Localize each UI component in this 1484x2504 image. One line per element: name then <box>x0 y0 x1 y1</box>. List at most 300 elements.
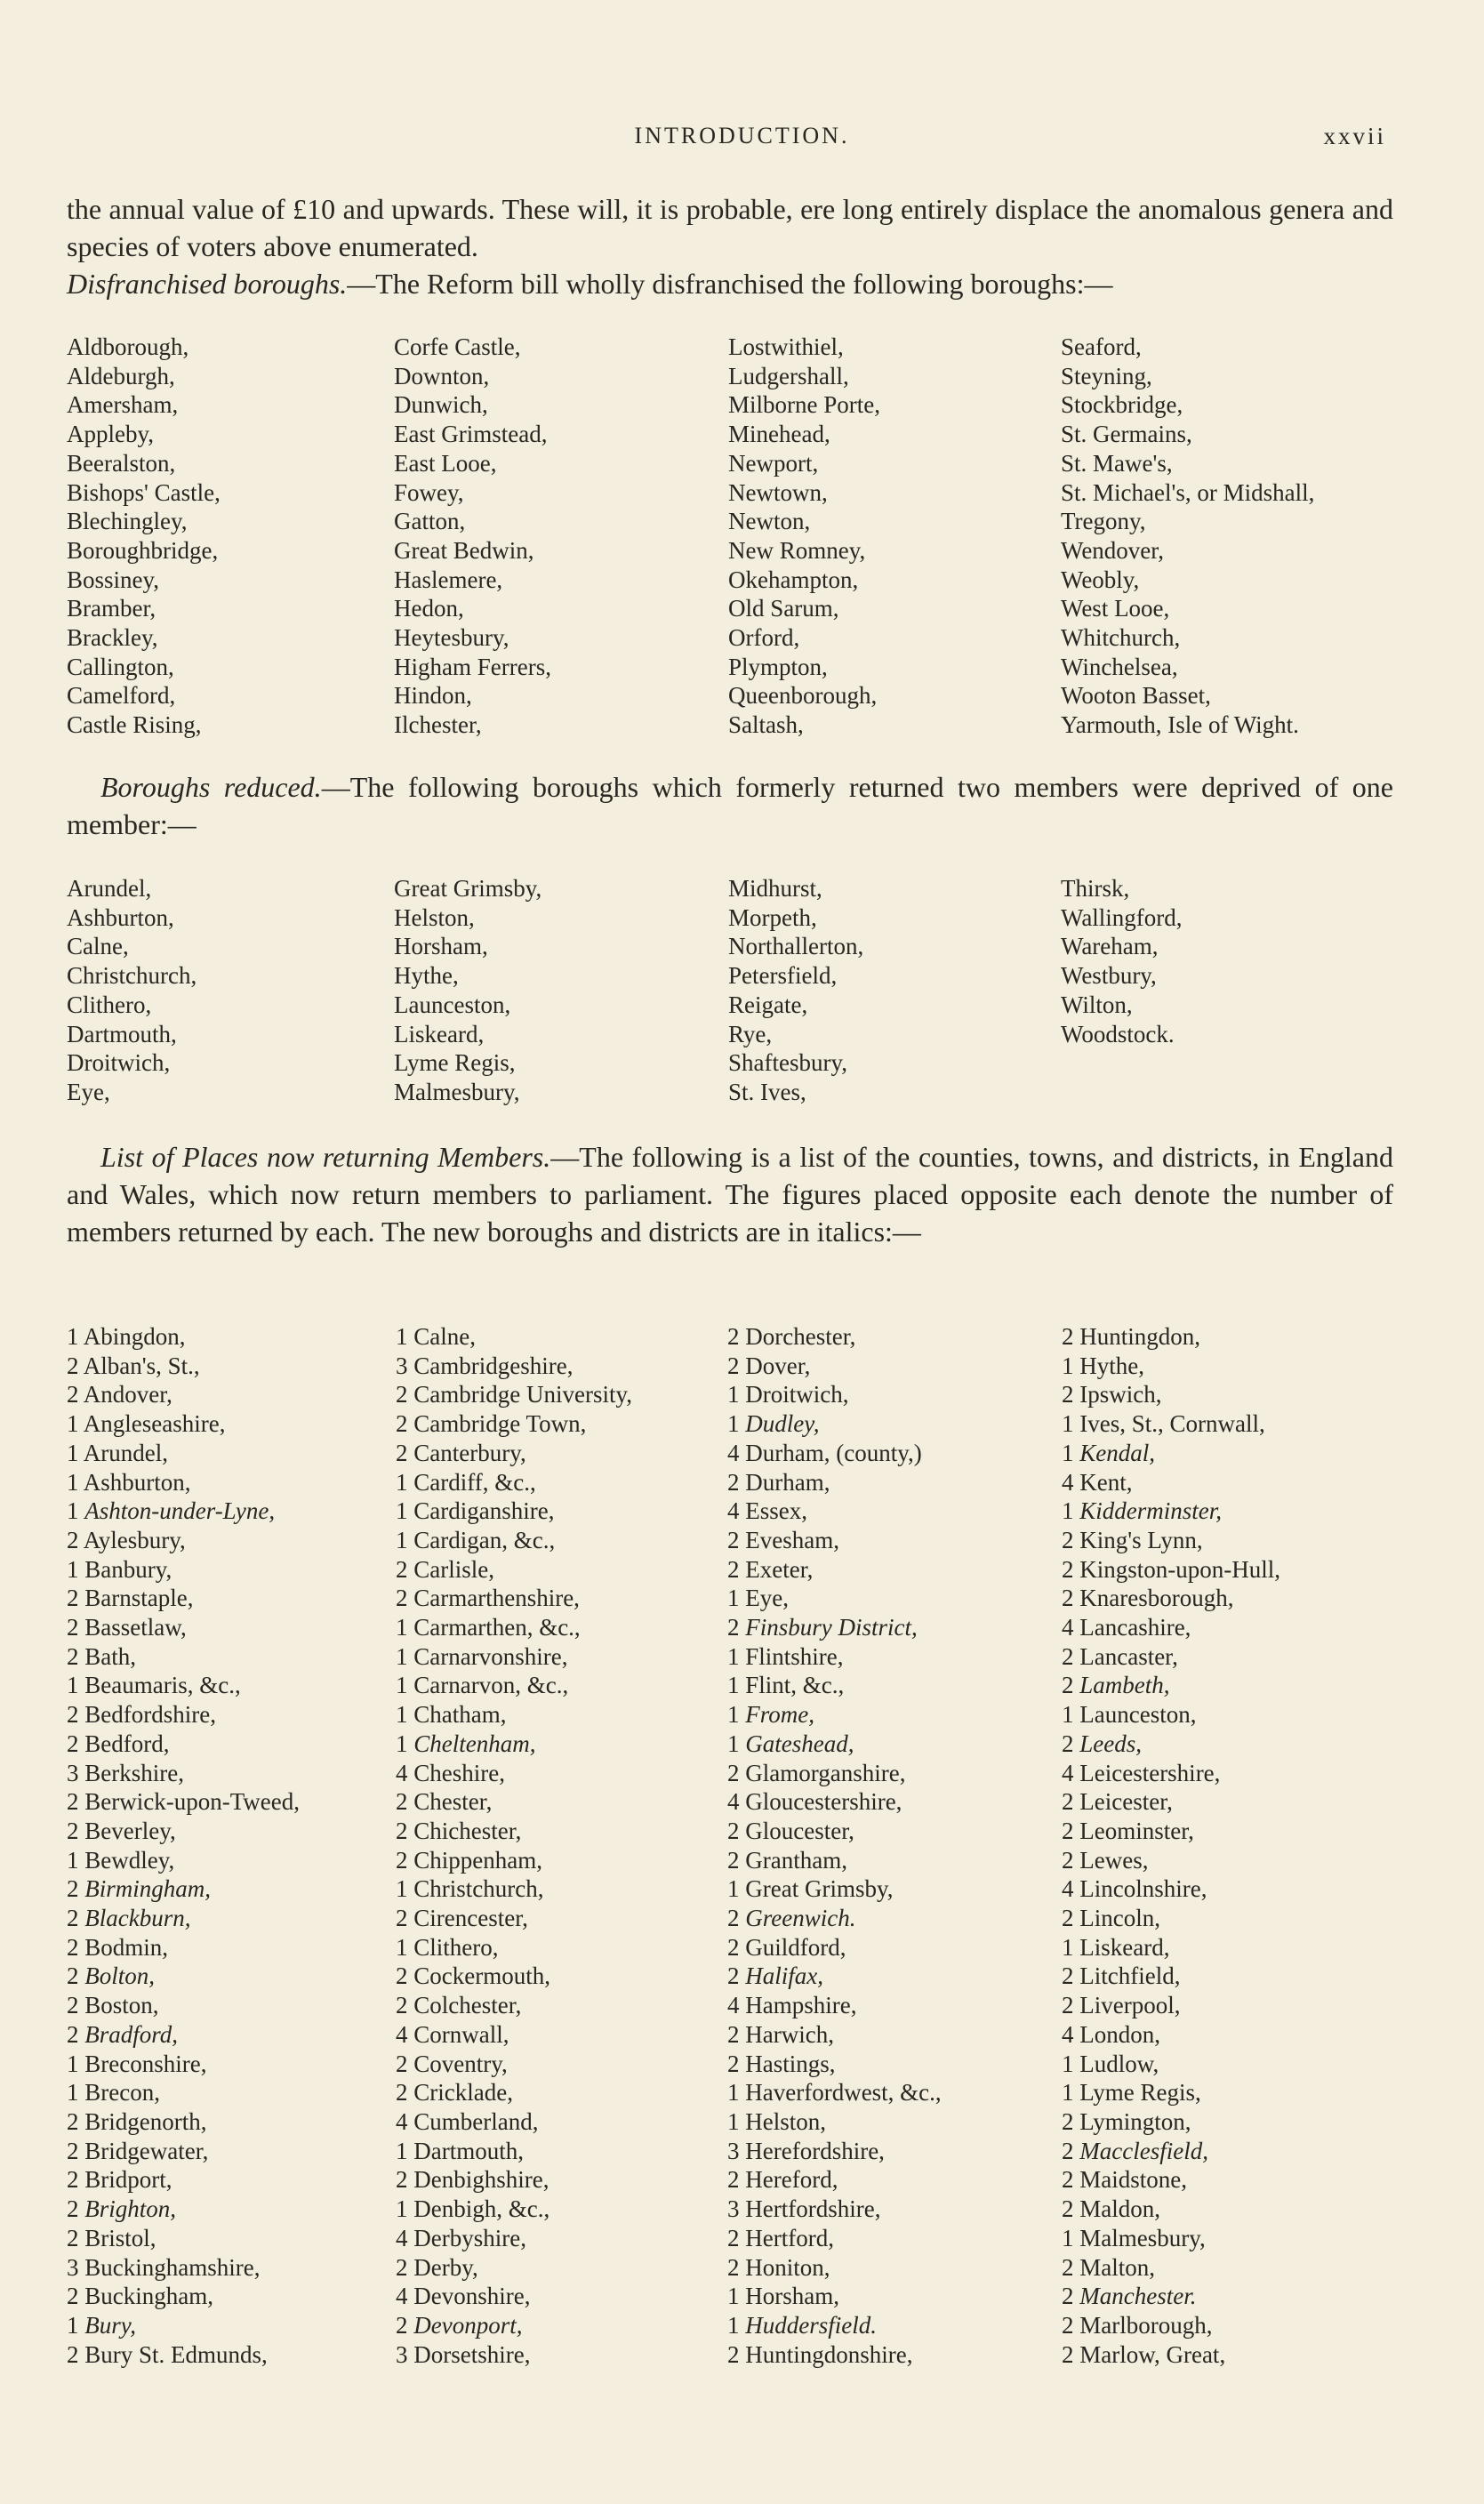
place-name: Hertford, <box>745 2224 834 2251</box>
reduced-borough: Woodstock. <box>1061 1020 1175 1047</box>
disfranchised-borough: Haslemere, <box>394 566 503 593</box>
member-count: 1 <box>67 1468 79 1496</box>
place-entry <box>1062 1497 1395 1526</box>
reduced-borough: Eye, <box>67 1078 110 1105</box>
reduced-borough: Helston, <box>394 903 475 931</box>
page-number: xxvii <box>1323 123 1386 149</box>
place-entry <box>727 1700 1062 1730</box>
reduced-borough: Wareham, <box>1061 933 1159 960</box>
member-count: 1 <box>396 2137 408 2164</box>
disfranchised-borough: West Looe, <box>1061 595 1170 622</box>
reduced-paragraph <box>67 768 1393 843</box>
reduced-borough: Great Grimsby, <box>394 875 542 902</box>
place-entry <box>727 1904 1062 1933</box>
place-name: Carnarvonshire, <box>413 1642 568 1670</box>
place-entry <box>396 1904 727 1933</box>
place-entry <box>396 2020 727 2050</box>
disfranchised-borough: St. Michael's, or Midshall, <box>1061 478 1315 506</box>
place-entry <box>67 2137 396 2166</box>
member-count: 2 <box>1062 1381 1074 1408</box>
place-entry <box>1062 1700 1395 1730</box>
member-count: 1 <box>727 2311 740 2339</box>
place-name: Beaumaris, &c., <box>84 1672 241 1699</box>
place-name: Bedfordshire, <box>84 1701 216 1729</box>
place-entry <box>67 2165 396 2195</box>
place-name: Durham, (county,) <box>745 1439 922 1466</box>
place-name: Liverpool, <box>1079 1992 1181 2019</box>
reduced-borough: Calne, <box>67 933 129 960</box>
member-count: 1 <box>67 1323 79 1350</box>
disfranchised-borough: Heytesbury, <box>394 624 509 652</box>
disfranchised-borough-column <box>728 333 1061 740</box>
place-entry <box>727 1787 1062 1817</box>
member-count: 1 <box>396 1468 408 1496</box>
place-name: Andover, <box>83 1381 172 1408</box>
member-count: 1 <box>1062 1933 1074 1961</box>
disfranchised-borough: Amersham, <box>67 391 179 419</box>
member-count: 2 <box>1062 1992 1074 2019</box>
place-entry <box>1062 1409 1395 1439</box>
place-entry <box>727 1613 1062 1642</box>
member-count: 1 <box>1062 1497 1074 1525</box>
disfranchised-borough: Queenborough, <box>728 682 878 710</box>
place-entry <box>1062 1730 1395 1759</box>
place-entry <box>727 2195 1062 2224</box>
disfranchised-borough: Camelford, <box>67 682 176 710</box>
place-entry <box>727 2253 1062 2283</box>
place-entry <box>396 1759 727 1788</box>
member-count: 2 <box>1062 1846 1074 1874</box>
place-name: Lancaster, <box>1079 1642 1178 1670</box>
place-entry <box>67 2050 396 2079</box>
place-name: Launceston, <box>1079 1701 1197 1729</box>
place-name: Bath, <box>84 1642 136 1670</box>
place-name: Finsbury District, <box>745 1614 918 1641</box>
place-name: London, <box>1079 2020 1160 2048</box>
member-count: 1 <box>396 1497 408 1525</box>
place-name: Ashton-under-Lyne, <box>84 1497 276 1525</box>
place-entry <box>67 1962 396 1991</box>
place-entry <box>396 2050 727 2079</box>
disfranchised-borough: Aldborough, <box>67 333 189 360</box>
place-entry <box>67 1322 396 1352</box>
place-name: Kingston-upon-Hull, <box>1079 1555 1280 1583</box>
member-count: 1 <box>67 2050 79 2077</box>
member-count: 2 <box>1062 1585 1074 1612</box>
place-entry <box>67 1846 396 1875</box>
place-entry <box>396 1874 727 1904</box>
place-entry <box>396 2195 727 2224</box>
member-count: 2 <box>67 2195 79 2223</box>
place-name: Lymington, <box>1079 2107 1191 2135</box>
disfranchised-borough: Newport, <box>728 449 819 477</box>
place-name: Cambridge University, <box>413 1381 632 1408</box>
disfranchised-borough: Callington, <box>67 653 174 680</box>
place-name: Cardiganshire, <box>413 1497 555 1525</box>
place-entry <box>67 2311 396 2340</box>
member-count: 1 <box>67 1555 79 1583</box>
place-name: Hertfordshire, <box>745 2195 881 2223</box>
member-count: 2 <box>396 1905 408 1932</box>
place-entry <box>1062 2020 1395 2050</box>
place-name: Maidstone, <box>1079 2166 1187 2194</box>
disfranchised-borough: Ilchester, <box>394 711 482 739</box>
member-count: 2 <box>1062 1905 1074 1932</box>
place-entry <box>727 1933 1062 1962</box>
place-name: Bolton, <box>84 1962 155 1990</box>
place-name: Manchester. <box>1079 2283 1197 2310</box>
member-count: 1 <box>1062 2079 1074 2107</box>
member-count: 2 <box>67 2137 79 2164</box>
member-count: 1 <box>396 1701 408 1729</box>
disfranchised-borough: Brackley, <box>67 624 158 652</box>
place-entry <box>1062 2340 1395 2370</box>
place-entry <box>1062 1991 1395 2020</box>
place-name: Kent, <box>1079 1468 1133 1496</box>
place-entry <box>396 1700 727 1730</box>
reduced-borough: Reigate, <box>728 991 808 1018</box>
places-text: —The following is a list of the counties, towns, and districts, in England and Wales, which now return members to parliament. The figures placed opposite each denote the number of members returned by each. The new boroughs and districts are in italics:— <box>67 1141 1394 1248</box>
place-entry <box>727 2020 1062 2050</box>
place-name: Canterbury, <box>413 1439 526 1466</box>
member-count: 1 <box>1062 1439 1074 1466</box>
member-count: 2 <box>396 1846 408 1874</box>
member-count: 2 <box>67 1381 79 1408</box>
place-entry <box>1062 1962 1395 1991</box>
place-entry <box>727 1759 1062 1788</box>
disfranchised-borough: East Looe, <box>394 449 497 477</box>
place-name: Horsham, <box>745 2283 839 2310</box>
place-entry <box>727 1991 1062 2020</box>
member-count: 1 <box>67 1497 79 1525</box>
place-entry <box>67 1904 396 1933</box>
place-name: Leicester, <box>1079 1788 1173 1816</box>
place-entry <box>727 2078 1062 2107</box>
member-count: 2 <box>396 2050 408 2077</box>
member-count: 4 <box>1062 1759 1074 1786</box>
member-count: 2 <box>67 1701 79 1729</box>
place-name: Dudley, <box>745 1410 820 1438</box>
place-name: Berwick-upon-Tweed, <box>84 1788 301 1816</box>
disfranchised-borough: Winchelsea, <box>1061 653 1178 680</box>
member-count: 4 <box>396 2224 408 2251</box>
place-name: Leicestershire, <box>1079 1759 1221 1786</box>
member-count: 1 <box>727 1701 740 1729</box>
disfranchised-borough: Blechingley, <box>67 508 188 535</box>
place-name: Knaresborough, <box>1079 1585 1234 1612</box>
place-name: Arundel, <box>83 1439 168 1466</box>
place-entry <box>727 1642 1062 1672</box>
member-count: 1 <box>1062 1410 1074 1438</box>
disfranchised-borough: Great Bedwin, <box>394 536 534 564</box>
disfranchised-borough: Gatton, <box>394 508 466 535</box>
place-name: Guildford, <box>745 1933 846 1961</box>
place-name: Carmarthen, &c., <box>413 1614 581 1641</box>
place-name: Flint, &c., <box>745 1672 845 1699</box>
place-name: Cornwall, <box>413 2020 509 2048</box>
place-entry <box>67 1787 396 1817</box>
member-count: 2 <box>727 1817 740 1844</box>
member-count: 1 <box>396 1672 408 1699</box>
place-name: Colchester, <box>413 1992 522 2019</box>
disfranchised-borough: Milborne Porte, <box>728 391 880 419</box>
place-name: Dorsetshire, <box>413 2340 531 2368</box>
disfranchised-borough-column <box>394 333 728 740</box>
disfranchised-borough: Aldeburgh, <box>67 362 175 389</box>
reduced-borough: Petersfield, <box>728 962 838 990</box>
member-count: 2 <box>67 1992 79 2019</box>
reduced-borough: Shaftesbury, <box>728 1049 847 1077</box>
place-entry <box>67 1642 396 1672</box>
place-entry <box>396 2107 727 2137</box>
member-count: 3 <box>727 2137 740 2164</box>
place-entry <box>67 1409 396 1439</box>
member-count: 2 <box>727 1933 740 1961</box>
member-count: 2 <box>396 1439 408 1466</box>
place-entry <box>67 1352 396 1381</box>
reduced-borough: Hythe, <box>394 962 459 990</box>
place-entry <box>396 1322 727 1352</box>
reduced-heading: Boroughs reduced. <box>100 771 322 803</box>
member-count: 2 <box>1062 1730 1074 1757</box>
place-name: Cirencester, <box>413 1905 528 1932</box>
disfranchised-borough: Minehead, <box>728 421 830 448</box>
place-entry <box>396 1991 727 2020</box>
place-name: Cambridge Town, <box>413 1410 587 1438</box>
place-name: Cardigan, &c., <box>413 1526 556 1553</box>
member-count: 2 <box>727 2050 740 2077</box>
place-name: Essex, <box>745 1497 807 1525</box>
place-entry <box>396 2224 727 2253</box>
place-entry <box>396 1584 727 1613</box>
place-entry <box>396 1526 727 1555</box>
member-count: 2 <box>67 1352 79 1379</box>
place-name: Gateshead, <box>745 1730 854 1757</box>
member-count: 4 <box>727 1439 740 1466</box>
place-name: Huddersfield. <box>745 2311 877 2339</box>
place-name: Droitwich, <box>745 1381 849 1408</box>
place-entry <box>396 2137 727 2166</box>
member-count: 1 <box>67 1846 79 1874</box>
place-name: Malton, <box>1079 2253 1155 2281</box>
disfranchised-borough: Hindon, <box>394 682 472 710</box>
member-count: 1 <box>396 1642 408 1670</box>
place-name: Herefordshire, <box>745 2137 885 2164</box>
place-name: Bury, <box>84 2311 136 2339</box>
member-count: 4 <box>1062 1468 1074 1496</box>
member-count: 2 <box>1062 1817 1074 1844</box>
place-entry <box>396 1846 727 1875</box>
place-name: Devonport, <box>413 2311 523 2339</box>
member-count: 2 <box>67 1526 79 1553</box>
disfranchised-borough: Appleby, <box>67 421 154 448</box>
places-list <box>67 1322 1418 2369</box>
place-entry <box>67 1555 396 1585</box>
place-name: Bassetlaw, <box>84 1614 187 1641</box>
place-entry <box>1062 1787 1395 1817</box>
place-entry <box>396 1933 727 1962</box>
member-count: 4 <box>396 2283 408 2310</box>
disfranchised-borough: Castle Rising, <box>67 711 202 739</box>
intro-paragraph <box>67 190 1393 302</box>
place-entry <box>396 1555 727 1585</box>
member-count: 1 <box>1062 1352 1074 1379</box>
place-entry <box>1062 2107 1395 2137</box>
place-name: Chippenham, <box>413 1846 542 1874</box>
member-count: 2 <box>67 1905 79 1932</box>
place-entry <box>727 1380 1062 1409</box>
member-count: 1 <box>727 1672 740 1699</box>
reduced-borough: St. Ives, <box>728 1078 806 1105</box>
member-count: 2 <box>67 1788 79 1816</box>
places-column <box>1062 1322 1395 2369</box>
member-count: 4 <box>1062 2020 1074 2048</box>
member-count: 2 <box>727 2166 740 2194</box>
place-entry <box>727 1584 1062 1613</box>
place-name: Clithero, <box>413 1933 499 1961</box>
place-name: Blackburn, <box>84 1905 191 1932</box>
place-name: Aylesbury, <box>83 1526 186 1553</box>
disfranchised-borough: St. Germains, <box>1061 421 1192 448</box>
place-name: Carmarthenshire, <box>413 1585 580 1612</box>
reduced-borough: Arundel, <box>67 875 152 902</box>
member-count: 3 <box>396 1352 408 1379</box>
place-entry <box>1062 1613 1395 1642</box>
member-count: 2 <box>1062 2137 1074 2164</box>
place-name: Angleseashire, <box>83 1410 226 1438</box>
place-name: Maldon, <box>1079 2195 1160 2223</box>
place-name: Huntingdon, <box>1079 1323 1201 1350</box>
place-entry <box>396 2078 727 2107</box>
place-name: Barnstaple, <box>84 1585 194 1612</box>
place-entry <box>727 2165 1062 2195</box>
place-entry <box>396 1468 727 1497</box>
place-name: Ludlow, <box>1079 2050 1159 2077</box>
place-entry <box>1062 2165 1395 2195</box>
place-entry <box>1062 1584 1395 1613</box>
place-name: Ives, St., Cornwall, <box>1079 1410 1265 1438</box>
place-name: Bristol, <box>84 2224 156 2251</box>
place-name: Dartmouth, <box>413 2137 524 2164</box>
place-entry <box>396 1962 727 1991</box>
disfranchised-heading: Disfranchised boroughs. <box>67 268 348 300</box>
member-count: 1 <box>727 2283 740 2310</box>
member-count: 2 <box>396 2079 408 2107</box>
member-count: 2 <box>67 1614 79 1641</box>
intro-text: the annual value of £10 and upwards. These will, it is probable, ere long entirely displace the anomalous genera and species of voters above enumerated. <box>67 193 1393 262</box>
place-entry <box>1062 2195 1395 2224</box>
disfranchised-borough: Fowey, <box>394 478 464 506</box>
place-name: Huntingdonshire, <box>745 2340 913 2368</box>
member-count: 2 <box>727 2253 740 2281</box>
place-entry <box>67 1468 396 1497</box>
place-name: Bridgewater, <box>84 2137 209 2164</box>
member-count: 1 <box>727 2107 740 2135</box>
member-count: 2 <box>67 2340 79 2368</box>
member-count: 1 <box>67 1410 79 1438</box>
place-entry <box>396 1730 727 1759</box>
place-entry <box>1062 1642 1395 1672</box>
place-name: Lincolnshire, <box>1079 1875 1207 1903</box>
member-count: 2 <box>67 1875 79 1903</box>
disfranchised-borough: Ludgershall, <box>728 362 849 389</box>
place-name: Alban's, St., <box>83 1352 200 1379</box>
disfranchised-borough: Weobly, <box>1061 566 1140 593</box>
place-entry <box>67 1613 396 1642</box>
member-count: 2 <box>727 1962 740 1990</box>
disfranchised-borough: Plympton, <box>728 653 828 680</box>
member-count: 2 <box>396 1817 408 1844</box>
member-count: 1 <box>1062 2224 1074 2251</box>
place-name: Cockermouth, <box>413 1962 550 1990</box>
place-name: Cambridgeshire, <box>413 1352 574 1379</box>
place-entry <box>727 2224 1062 2253</box>
member-count: 2 <box>727 1614 740 1641</box>
place-name: Dorchester, <box>745 1323 856 1350</box>
place-entry <box>1062 2253 1395 2283</box>
places-heading: List of Places now returning Members. <box>100 1141 551 1173</box>
place-entry <box>727 1468 1062 1497</box>
place-name: Coventry, <box>413 2050 508 2077</box>
member-count: 4 <box>1062 1614 1074 1641</box>
disfranchised-borough: Downton, <box>394 362 490 389</box>
place-name: Hythe, <box>1079 1352 1144 1379</box>
member-count: 2 <box>67 2166 79 2194</box>
member-count: 2 <box>396 1585 408 1612</box>
disfranchised-borough: Lostwithiel, <box>728 333 844 360</box>
member-count: 1 <box>67 1439 79 1466</box>
disfranchised-borough: Bishops' Castle, <box>67 478 221 506</box>
member-count: 2 <box>67 1933 79 1961</box>
disfranchised-borough: Newtown, <box>728 478 828 506</box>
place-entry <box>727 1352 1062 1381</box>
place-entry <box>67 2340 396 2370</box>
reduced-list <box>67 874 1418 1107</box>
place-entry <box>1062 1439 1395 1468</box>
place-name: Bedford, <box>84 1730 170 1757</box>
member-count: 2 <box>67 2283 79 2310</box>
running-title: INTRODUCTION. <box>634 123 850 148</box>
places-column <box>396 1322 727 2369</box>
place-entry <box>396 1352 727 1381</box>
place-name: Eye, <box>745 1585 789 1612</box>
place-entry <box>396 1817 727 1846</box>
place-name: Christchurch, <box>413 1875 544 1903</box>
place-name: Ashburton, <box>83 1468 191 1496</box>
disfranchised-borough: Boroughbridge, <box>67 536 219 564</box>
member-count: 1 <box>396 2195 408 2223</box>
place-name: Harwich, <box>745 2020 834 2048</box>
member-count: 1 <box>67 2079 79 2107</box>
reduced-borough: Droitwich, <box>67 1049 171 1077</box>
place-name: Brecon, <box>84 2079 160 2107</box>
place-entry <box>396 2253 727 2283</box>
member-count: 1 <box>396 1526 408 1553</box>
place-name: Derbyshire, <box>413 2224 526 2251</box>
member-count: 2 <box>727 1468 740 1496</box>
member-count: 2 <box>727 2020 740 2048</box>
place-name: Evesham, <box>745 1526 839 1553</box>
running-head <box>0 123 1484 158</box>
place-name: Leeds, <box>1079 1730 1142 1757</box>
place-name: Buckingham, <box>84 2283 213 2310</box>
place-entry <box>727 1439 1062 1468</box>
reduced-borough-column <box>394 874 728 1107</box>
place-name: Chatham, <box>413 1701 507 1729</box>
member-count: 3 <box>396 2340 408 2368</box>
place-entry <box>1062 1322 1395 1352</box>
member-count: 2 <box>1062 1962 1074 1990</box>
